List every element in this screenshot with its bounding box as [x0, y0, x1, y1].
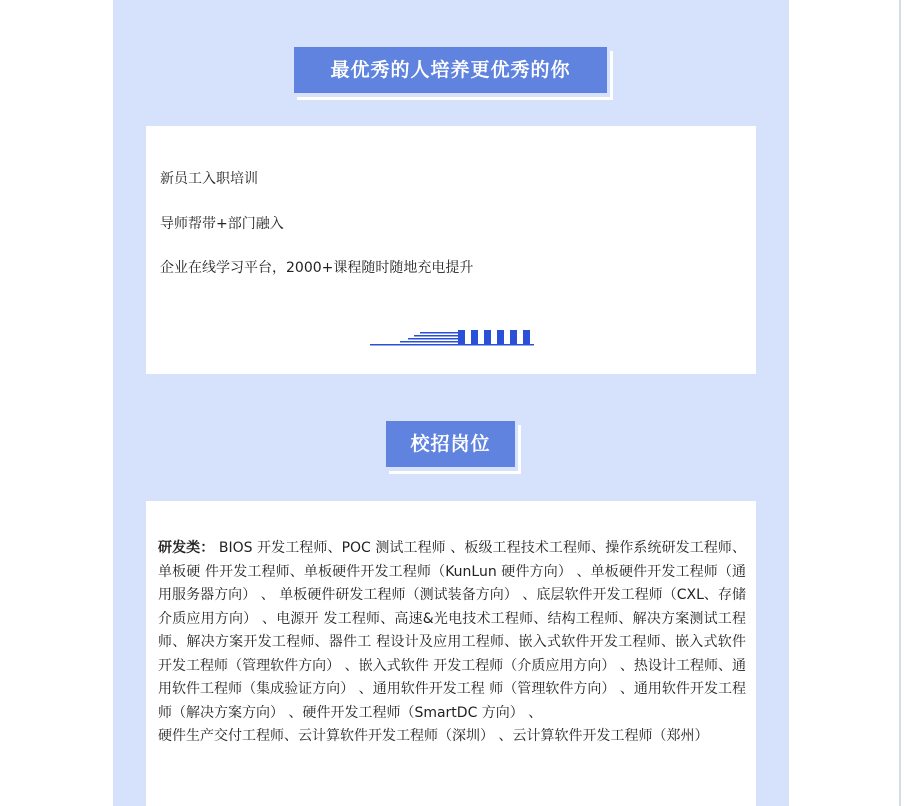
benefit-item: 新员工入职培训 [160, 171, 258, 187]
section-title-training: 最优秀的人培养更优秀的你 [294, 47, 607, 93]
page-right-border [899, 0, 901, 806]
jobs-text-2: 硬件生产交付工程师、云计算软件开发工程师（深圳） 、云计算软件开发工程师（郑州） [158, 728, 709, 744]
section-title-positions: 校招岗位 [386, 421, 515, 467]
positions-card [146, 501, 756, 806]
training-card [146, 126, 756, 374]
content-panel [113, 0, 789, 806]
benefit-item: 企业在线学习平台，2000+课程随时随地充电提升 [160, 260, 474, 276]
category-label: 研发类： [158, 540, 215, 556]
decorative-stripes-icon [370, 328, 534, 346]
jobs-text: BIOS 开发工程师、POC 测试工程师 、板级工程技术工程师、操作系统研发工程师、单板硬 件开发工程师、单板硬件开发工程师（KunLun 硬件方向） 、单板硬件开发工程师（通用服务器方向） 、 单板硬件研发工程师（测试装备方向） 、底层软件开发工程师（CXL、存储介质应用方向） 、电源开 发工程师、高速&光电技术工程师、结构工程师、解决方案测试工程师、解决方案开发工程师、器件工 程设计及应用工程师、嵌入式软件开发工程师、嵌入式软件开发工程师（管理软件方向） 、嵌入式软件 开发工程师（介质应用方向） 、热设计工程师、通用软件工程师（集成验证方向） 、通用软件开发工程 师（管理软件方向） 、通用软件开发工程师（解决方案方向） 、硬件开发工程师（SmartDC 方向） 、 [158, 540, 746, 721]
jobs-list-text [158, 537, 746, 749]
benefit-item: 导师帮带+部门融入 [160, 216, 284, 232]
